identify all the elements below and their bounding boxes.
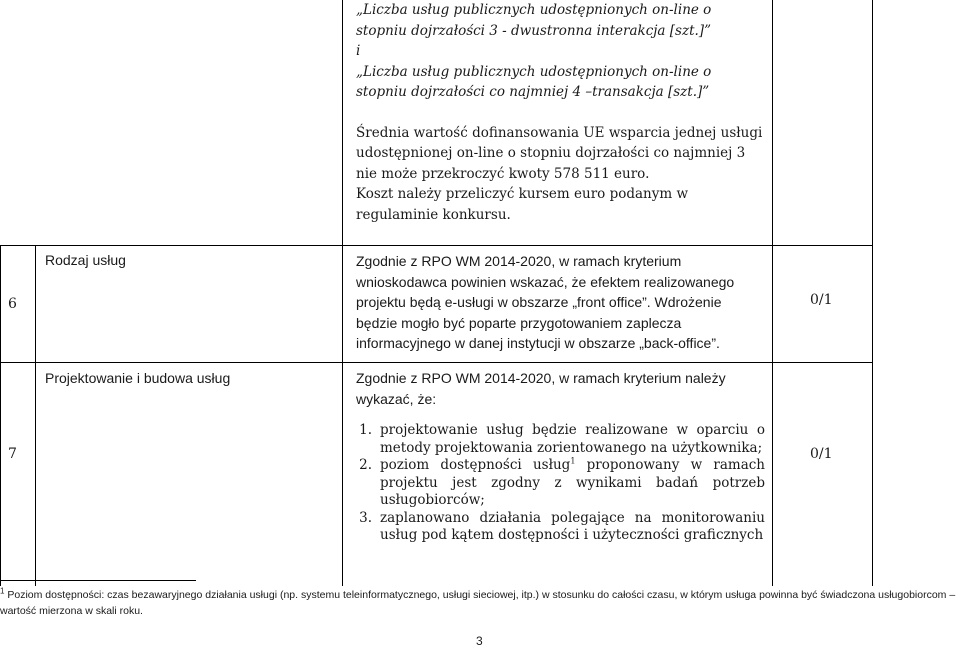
footnote-marker: 1 (0, 586, 5, 596)
row6-top-border (0, 245, 873, 246)
row7-criteria-list (354, 422, 765, 545)
list-item-number: 2. (359, 457, 372, 473)
list-item-text: projektowanie usług będzie realizowane w oparciu o metody projektowania zorientowanego na użytkownika; (380, 422, 765, 456)
table-col3-border (772, 0, 773, 586)
footnote-reference[interactable]: 1 (570, 456, 576, 466)
list-item-number: 3. (359, 509, 372, 526)
funding-limit-paragraph: Średnia wartość dofinansowania UE wsparcia jednej usługi udostępnionej on-line o stopniu dojrzałości co najmniej 3 nie może przekroczyć kwoty 578 511 euro. (356, 124, 763, 182)
row7-intro: Zgodnie z RPO WM 2014-2020, w ramach kryterium należy wykazać, że: (356, 370, 726, 407)
list-item-text (380, 457, 765, 510)
indicator-1-text: „Liczba usług publicznych udostępnionych on-line o stopniu dojrzałości 3 - dwustronna interakcja [szt.]” (356, 2, 712, 39)
list-item-text-start: poziom dostępności usług (380, 457, 571, 473)
list-item (354, 510, 765, 545)
list-item-text-end: proponowany w ramach projektu jest zgodny z wynikami badań potrzeb usługobiorców; (380, 457, 765, 508)
row6-name: Rodzaj usług (45, 252, 126, 268)
footnote-text: Poziom dostępności: czas bezawaryjnego działania usługi (np. systemu teleinformatycznego, usługi sieciowej, itp.) w stosunku do całości czasu, w którym usługa powinna być świadczona usługobiorcom – wartość mierzona w skali roku. (0, 589, 956, 617)
row7-score: 0/1 (810, 446, 833, 462)
indicator-2-text: „Liczba usług publicznych udostępnionych on-line o stopniu dojrzałości co najmniej 4 –transakcja [szt.]” (356, 63, 712, 100)
table-col2-border (342, 0, 343, 586)
row7-top-border (0, 362, 873, 363)
table-left-border (0, 245, 1, 586)
row6-score: 0/1 (810, 292, 833, 308)
footnote (0, 587, 960, 619)
row7-name: Projektowanie i budowa usług (45, 370, 231, 386)
table-right-border (872, 0, 873, 586)
list-item (354, 457, 765, 510)
footnote-separator (0, 580, 196, 581)
indicator-connector: i (356, 43, 361, 59)
table-col1-border (35, 245, 36, 586)
conversion-paragraph: Koszt należy przeliczyć kursem euro podanym w regulaminie konkursu. (356, 186, 688, 223)
list-item-text: zaplanowano działania polegające na monitorowaniu usług pod kątem dostępności i użyteczności graficznych (380, 509, 765, 543)
row6-number: 6 (8, 296, 17, 312)
list-item-number: 1. (359, 422, 372, 438)
row7-number: 7 (8, 446, 17, 462)
list-item (354, 422, 765, 457)
page-number: 3 (476, 634, 483, 648)
row6-description: Zgodnie z RPO WM 2014-2020, w ramach kryterium wnioskodawca powinien wskazać, że efektem realizowanego projektu będą e-usługi w obszarze „front office”. Wdrożenie będzie mogło być poparte przygotowaniem zaplecza informacyjnego w danej instytucji w obszarze „back-office”. (356, 253, 735, 351)
top-cell-content (356, 0, 764, 225)
